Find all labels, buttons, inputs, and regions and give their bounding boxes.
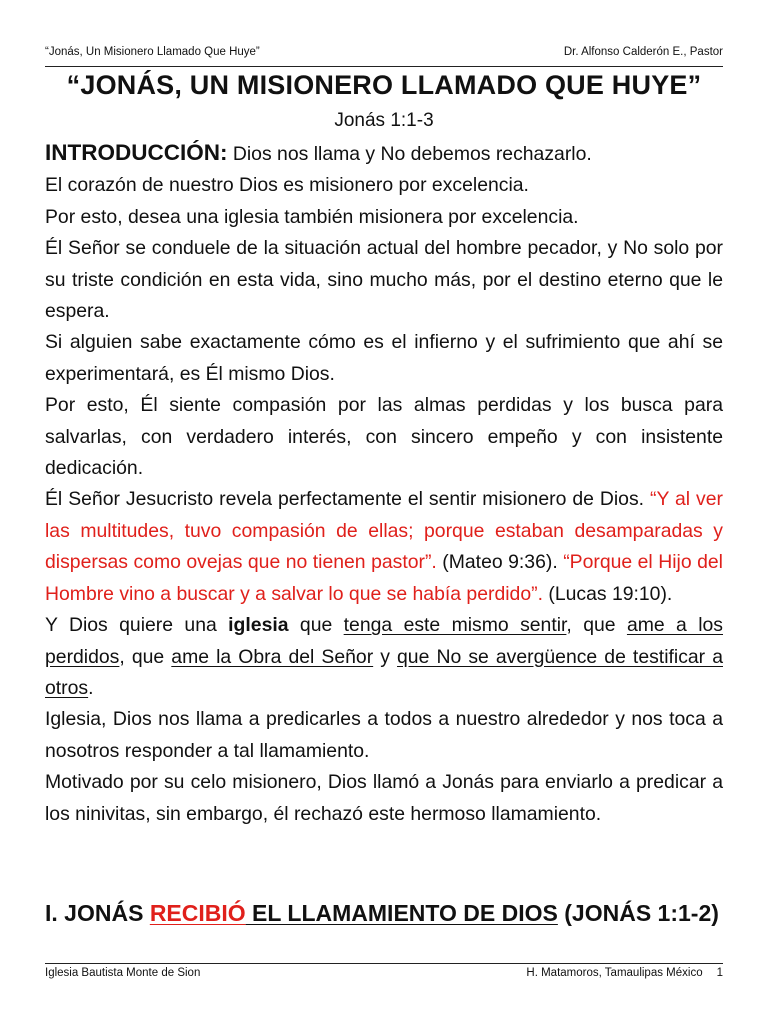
paragraph-text: Y Dios quiere una: [45, 614, 229, 637]
underlined-phrase: que No se avergüence de testificar a otros: [45, 645, 723, 699]
paragraph-text: Él Señor Jesucristo revela perfectamente el sentir misionero de Dios.: [45, 488, 650, 511]
scripture-quote: “Y al ver las multitudes, tuvo compasión de ellas; porque estaban desamparadas y dispersas como ovejas que no tienen pastor”.: [45, 488, 723, 574]
paragraph-scripture: [45, 484, 723, 610]
intro-label: INTRODUCCIÓN:: [45, 140, 228, 165]
section-reference: (JONÁS 1:1-2): [557, 900, 719, 926]
header-author: Dr. Alfonso Calderón E., Pastor: [563, 46, 723, 58]
paragraph: Por esto, desea una iglesia también misionera por excelencia.: [45, 205, 579, 228]
paragraph: Él Señor se conduele de la situación actual del hombre pecador, y No solo por su triste condición en esta vida, sino mucho más, por el destino eterno que le espera.: [45, 237, 723, 323]
paragraph: Si alguien sabe exactamente cómo es el infierno y el sufrimiento que ahí se experimentará, es Él mismo Dios.: [45, 331, 723, 385]
paragraph: Iglesia, Dios nos llama a predicarles a todos a nuestro alrededor y nos toca a nosotros responder a tal llamamiento.: [45, 708, 723, 762]
paragraph-text: y: [373, 645, 398, 668]
intro-paragraph: [45, 137, 723, 170]
page-number: 1: [716, 967, 723, 979]
sermon-title: “JONÁS, UN MISIONERO LLAMADO QUE HUYE”: [66, 70, 702, 100]
paragraph: Motivado por su celo misionero, Dios llamó a Jonás para enviarlo a predicar a los ninivitas, sin embargo, él rechazó este hermoso llamamiento.: [45, 771, 723, 825]
paragraph: Por esto, Él siente compasión por las almas perdidas y los busca para salvarlas, con verdadero interés, con sincero empeño y con insistente dedicación.: [45, 394, 723, 480]
paragraph: El corazón de nuestro Dios es misionero por excelencia.: [45, 174, 529, 197]
footer-church: Iglesia Bautista Monte de Sion: [45, 967, 201, 979]
footer-right: [526, 967, 723, 983]
emphasis-word: iglesia: [228, 614, 289, 637]
page-footer: [45, 963, 723, 983]
underlined-phrase: ame la Obra del Señor: [171, 645, 374, 668]
sermon-body: [45, 137, 723, 830]
paragraph-text: , que: [566, 614, 627, 637]
section-heading: [45, 900, 735, 927]
section-prefix: I. JONÁS: [45, 900, 150, 926]
paragraph-text: que: [288, 614, 344, 637]
section-title: EL LLAMAMIENTO DE DIOS: [245, 900, 558, 926]
scripture-quote: “Porque el Hijo del Hombre vino a buscar y a salvar lo que se había perdido”.: [45, 551, 723, 605]
intro-text: Dios nos llama y No debemos rechazarlo.: [227, 143, 592, 165]
page-header: [45, 46, 723, 67]
underlined-phrase: ame a los perdidos: [45, 614, 723, 668]
underlined-phrase: tenga este mismo sentir: [343, 614, 567, 637]
scripture-citation: (Mateo 9:36).: [436, 551, 564, 574]
scripture-citation: (Lucas 19:10).: [542, 582, 673, 605]
header-doc-title: “Jonás, Un Misionero Llamado Que Huye”: [45, 46, 260, 58]
scripture-reference: Jonás 1:1-3: [334, 110, 434, 131]
paragraph-text: , que: [119, 645, 172, 668]
paragraph-church: [45, 610, 723, 704]
paragraph-text: .: [88, 676, 94, 699]
footer-location: H. Matamoros, Tamaulipas México: [526, 967, 703, 979]
section-highlight: RECIBIÓ: [149, 900, 246, 926]
